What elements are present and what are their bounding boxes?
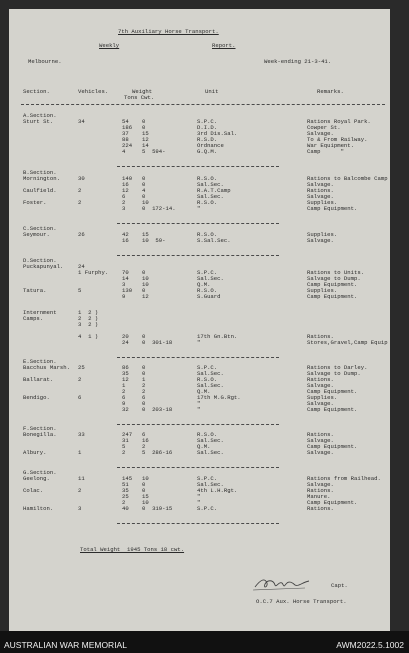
cell-unit: S.P.C. [197, 364, 218, 371]
cell-unit: 3rd Dis.Sal. [197, 130, 238, 137]
cell-remarks: Supplies. [307, 394, 338, 401]
cell-vehicles: 30 [78, 175, 85, 182]
cell-unit: Sal.Sec. [197, 449, 224, 456]
cell-vehicles: 5 [78, 287, 82, 294]
cell-cwt: 2 [142, 443, 146, 450]
cell-remarks: To & From Railway. [307, 136, 368, 143]
cell-cwt: 0 172-14. [142, 205, 176, 212]
cell-cwt: 0 319-15 [142, 505, 173, 512]
cell-cwt: 15 [142, 231, 149, 238]
cell-tons: 3 [122, 281, 126, 288]
cell-tons: 6 [122, 193, 126, 200]
cell-section: Camps. [23, 315, 44, 322]
signature [253, 577, 311, 591]
cell-tons: 32 [122, 406, 129, 413]
cell-cwt: 6 [142, 394, 146, 401]
header-tons-cwt: Tons Cwt. [124, 94, 155, 101]
cell-unit: Q.M. [197, 281, 211, 288]
cell-remarks: Salvage. [307, 237, 334, 244]
cell-remarks: Rations. [307, 187, 334, 194]
cell-unit: Sal.Sec. [197, 275, 224, 282]
cell-unit: " [197, 406, 201, 413]
cell-tons: 9 [122, 293, 126, 300]
cell-remarks: Salvage to Dump. [307, 275, 361, 282]
cell-vehicles: 1 Furphy. [78, 269, 109, 276]
footer-right: AWM2022.5.1002 [336, 640, 404, 650]
cell-vehicles: 4 1 ) [78, 333, 99, 340]
cell-unit: 17th Gn.Btn. [197, 333, 238, 340]
cell-cwt: 10 [142, 475, 149, 482]
cell-remarks: Salvage. [307, 382, 334, 389]
cell-section: Tatura. [23, 287, 47, 294]
header-remarks: Remarks. [317, 88, 344, 95]
cell-remarks: Rations to Darley. [307, 364, 368, 371]
cell-section: Foster. [23, 199, 47, 206]
cell-cwt: 6 [142, 431, 146, 438]
sign-off: O.C.7 Aux. Horse Transport. [256, 598, 347, 605]
cell-remarks: Rations. [307, 376, 334, 383]
cell-tons: 130 [122, 287, 133, 294]
cell-cwt: 15 [142, 493, 149, 500]
cell-vehicles: 26 [78, 231, 85, 238]
cell-tons: 2 [122, 499, 126, 506]
total-weight: Total Weight 1945 Tons 18 cwt. [80, 546, 185, 553]
cell-unit: S.P.C. [197, 118, 218, 125]
cell-remarks: Salvage. [307, 449, 334, 456]
cell-unit: Sal.Sec. [197, 481, 224, 488]
cell-tons: 12 [122, 187, 129, 194]
cell-tons: 1 [122, 382, 126, 389]
cell-remarks: Salvage. [307, 437, 334, 444]
cell-tons: 6 [122, 394, 126, 401]
cell-remarks: Rations Royal Park. [307, 118, 371, 125]
cell-cwt: 0 [142, 333, 146, 340]
cell-remarks: Rations. [307, 505, 334, 512]
cell-unit: R.S.O. [197, 376, 218, 383]
cell-tons: 4 [122, 148, 126, 155]
cell-unit: 17th M.G.Rgt. [197, 394, 241, 401]
cell-cwt: 0 [142, 364, 146, 371]
cell-vehicles: 2 2 ) [78, 315, 99, 322]
cell-vehicles: 3 2 ) [78, 321, 99, 328]
cell-section: Caulfield. [23, 187, 57, 194]
report-label: Report. [212, 42, 236, 49]
cell-unit: Sal.Sec. [197, 382, 224, 389]
cell-cwt: 0 [142, 181, 146, 188]
cell-tons: 86 [122, 364, 129, 371]
cell-remarks: Camp Equipment. [307, 281, 358, 288]
week-ending: Week-ending 21-3-41. [264, 58, 332, 65]
cell-section: A.Section. [23, 112, 57, 119]
cell-section: Internment [23, 309, 57, 316]
footer-left: AUSTRALIAN WAR MEMORIAL [4, 640, 127, 650]
footer-bar [0, 631, 409, 653]
cell-unit: Sal.Sec. [197, 193, 224, 200]
cell-unit: Ordnance [197, 142, 224, 149]
cell-section: Bonegilla. [23, 431, 57, 438]
cell-tons: 35 [122, 370, 129, 377]
cell-section: Geelong. [23, 475, 50, 482]
header-rule [21, 104, 385, 105]
cell-section: Bacchus Marsh. [23, 364, 70, 371]
cell-unit: S.P.C. [197, 505, 218, 512]
cell-unit: " [197, 339, 201, 346]
section-rule [117, 424, 279, 425]
cell-unit: S.Sal.Sec. [197, 237, 231, 244]
cell-section: Ballarat. [23, 376, 54, 383]
document-page [9, 9, 390, 631]
cell-cwt: 4 [142, 187, 146, 194]
cell-section: F.Section. [23, 425, 57, 432]
cell-unit: 4th L.H.Rgt. [197, 487, 238, 494]
cell-cwt: 15 [142, 130, 149, 137]
cell-tons: 9 [122, 400, 126, 407]
cell-cwt: 0 [142, 400, 146, 407]
cell-unit: S.P.C. [197, 475, 218, 482]
cell-section: D.Section. [23, 257, 57, 264]
cell-unit: R.S.O. [197, 287, 218, 294]
cell-cwt: 1 [142, 376, 146, 383]
cell-remarks: Camp Equipment. [307, 406, 358, 413]
cell-tons: 25 [122, 493, 129, 500]
cell-cwt: 10 [142, 281, 149, 288]
cell-unit: R.S.O. [197, 175, 218, 182]
report-title: 7th Auxiliary Horse Transport. [118, 28, 219, 35]
cell-remarks: Salvage. [307, 193, 334, 200]
cell-unit: " [197, 493, 201, 500]
cell-unit: Sal.Sec. [197, 181, 224, 188]
cell-section: Mornington. [23, 175, 60, 182]
cell-tons: 54 [122, 118, 129, 125]
cell-section: Seymour. [23, 231, 50, 238]
cell-tons: 14 [122, 275, 129, 282]
cell-cwt: 10 59- [142, 237, 166, 244]
section-rule [117, 166, 279, 167]
cell-cwt: 2 [142, 382, 146, 389]
cell-tons: 2 [122, 388, 126, 395]
section-rule [117, 255, 279, 256]
place-label: Melbourne. [28, 58, 62, 65]
cell-cwt: 0 [142, 175, 146, 182]
cell-cwt: 10 [142, 275, 149, 282]
cell-remarks: Supplies. [307, 287, 338, 294]
cell-tons: 5 [122, 443, 126, 450]
cell-remarks: Stores,Gravel,Camp Equip [307, 339, 388, 346]
cell-section: B.Section. [23, 169, 57, 176]
cell-remarks: Camp Equipment. [307, 205, 358, 212]
cell-vehicles: 1 2 ) [78, 309, 99, 316]
cell-unit: S.P.C. [197, 269, 218, 276]
cell-remarks: Rations to Balcombe Camp [307, 175, 388, 182]
cell-vehicles: 2 [78, 376, 82, 383]
cell-tons: 35 [122, 487, 129, 494]
cell-cwt: 12 [142, 136, 149, 143]
cell-cwt: 14 [142, 142, 149, 149]
cell-tons: 88 [122, 136, 129, 143]
cell-cwt: 0 [142, 124, 146, 131]
cell-cwt: 0 301-18 [142, 339, 173, 346]
cell-remarks: Camp Equipment. [307, 499, 358, 506]
cell-section: Colac. [23, 487, 44, 494]
cell-cwt: 0 [142, 269, 146, 276]
cell-remarks: Supplies. [307, 199, 338, 206]
cell-tons: 70 [122, 269, 129, 276]
cell-remarks: Camp Equipment. [307, 293, 358, 300]
cell-unit: Q.M. [197, 443, 211, 450]
cell-unit: " [197, 499, 201, 506]
cell-remarks: War Equipment. [307, 142, 354, 149]
cell-tons: 186 [122, 124, 133, 131]
cell-cwt: 0 [142, 487, 146, 494]
cell-vehicles: 25 [78, 364, 85, 371]
cell-cwt: 0 [142, 370, 146, 377]
cell-vehicles: 2 [78, 187, 82, 194]
cell-vehicles: 3 [78, 505, 82, 512]
header-unit: Unit [205, 88, 219, 95]
cell-remarks: Salvage. [307, 130, 334, 137]
cell-cwt: 10 [142, 499, 149, 506]
cell-remarks: Rations. [307, 487, 334, 494]
header-section: Section. [23, 88, 50, 95]
cell-cwt: 12 [142, 293, 149, 300]
cell-tons: 24 [122, 339, 129, 346]
cell-remarks: Rations to Units. [307, 269, 365, 276]
cell-tons: 145 [122, 475, 133, 482]
header-weight: Weight [132, 88, 153, 95]
cell-section: Sturt St. [23, 118, 54, 125]
cell-cwt: 0 [142, 118, 146, 125]
section-rule [117, 357, 279, 358]
cell-remarks: Salvage to Dump. [307, 370, 361, 377]
cell-section: Puckapunyal. [23, 263, 64, 270]
cell-tons: 224 [122, 142, 133, 149]
cell-tons: 51 [122, 481, 129, 488]
cell-unit: D.I.D. [197, 124, 218, 131]
cell-remarks: Rations. [307, 431, 334, 438]
cell-tons: 31 [122, 437, 129, 444]
cell-tons: 16 [122, 237, 129, 244]
cell-section: G.Section. [23, 469, 57, 476]
cell-vehicles: 11 [78, 475, 85, 482]
cell-vehicles: 33 [78, 431, 85, 438]
cell-tons: 37 [122, 130, 129, 137]
cell-unit: Q.M. [197, 388, 211, 395]
cell-remarks: Manure. [307, 493, 331, 500]
cell-remarks: Salvage. [307, 400, 334, 407]
cell-unit: R.A.T.Camp [197, 187, 231, 194]
cell-cwt: 5 594- [142, 148, 166, 155]
section-rule [117, 467, 279, 468]
cell-tons: 140 [122, 175, 133, 182]
cell-cwt: 0 [142, 481, 146, 488]
cell-vehicles: 24 [78, 263, 85, 270]
cell-remarks: Cowper St. [307, 124, 341, 131]
cell-tons: 3 [122, 205, 126, 212]
cell-remarks: Salvage. [307, 481, 334, 488]
cell-section: Hamilton. [23, 505, 54, 512]
cell-unit: Sal.Sec. [197, 370, 224, 377]
cell-cwt: 0 203-18 [142, 406, 173, 413]
cell-vehicles: 2 [78, 199, 82, 206]
cell-vehicles: 1 [78, 449, 82, 456]
cell-remarks: Supplies. [307, 231, 338, 238]
cell-cwt: 5 286-16 [142, 449, 173, 456]
cell-remarks: Rations from Railhead. [307, 475, 381, 482]
cell-section: Bendigo. [23, 394, 50, 401]
cell-tons: 12 [122, 376, 129, 383]
weekly-label: Weekly [99, 42, 120, 49]
cell-cwt: 2 [142, 388, 146, 395]
rank: Capt. [331, 582, 348, 589]
cell-unit: S.Guard [197, 293, 221, 300]
header-vehicles: Vehicles. [78, 88, 109, 95]
cell-unit: G.Q.M. [197, 148, 218, 155]
section-rule [117, 223, 279, 224]
cell-unit: R.S.D. [197, 136, 218, 143]
cell-tons: 247 [122, 431, 133, 438]
cell-remarks: Camp " [307, 148, 344, 155]
cell-cwt: 0 [142, 287, 146, 294]
cell-tons: 2 [122, 199, 126, 206]
cell-vehicles: 34 [78, 118, 85, 125]
cell-unit: Sal.Sec. [197, 437, 224, 444]
cell-unit: R.S.O. [197, 231, 218, 238]
cell-unit: " [197, 205, 201, 212]
cell-tons: 40 [122, 505, 129, 512]
cell-cwt: 10 [142, 199, 149, 206]
cell-vehicles: 2 [78, 487, 82, 494]
cell-remarks: Camp Equipment. [307, 443, 358, 450]
cell-section: E.Section. [23, 358, 57, 365]
cell-remarks: Salvage. [307, 181, 334, 188]
cell-section: C.Section. [23, 225, 57, 232]
cell-vehicles: 6 [78, 394, 82, 401]
cell-remarks: Camp Equipment. [307, 388, 358, 395]
cell-remarks: Rations. [307, 333, 334, 340]
section-rule [117, 523, 279, 524]
cell-tons: 20 [122, 333, 129, 340]
cell-unit: R.S.O. [197, 431, 218, 438]
cell-unit: R.S.O. [197, 199, 218, 206]
cell-tons: 16 [122, 181, 129, 188]
cell-cwt: 16 [142, 437, 149, 444]
cell-section: Albury. [23, 449, 47, 456]
cell-tons: 2 [122, 449, 126, 456]
cell-unit: " [197, 400, 201, 407]
cell-cwt: 0 [142, 193, 146, 200]
cell-tons: 42 [122, 231, 129, 238]
